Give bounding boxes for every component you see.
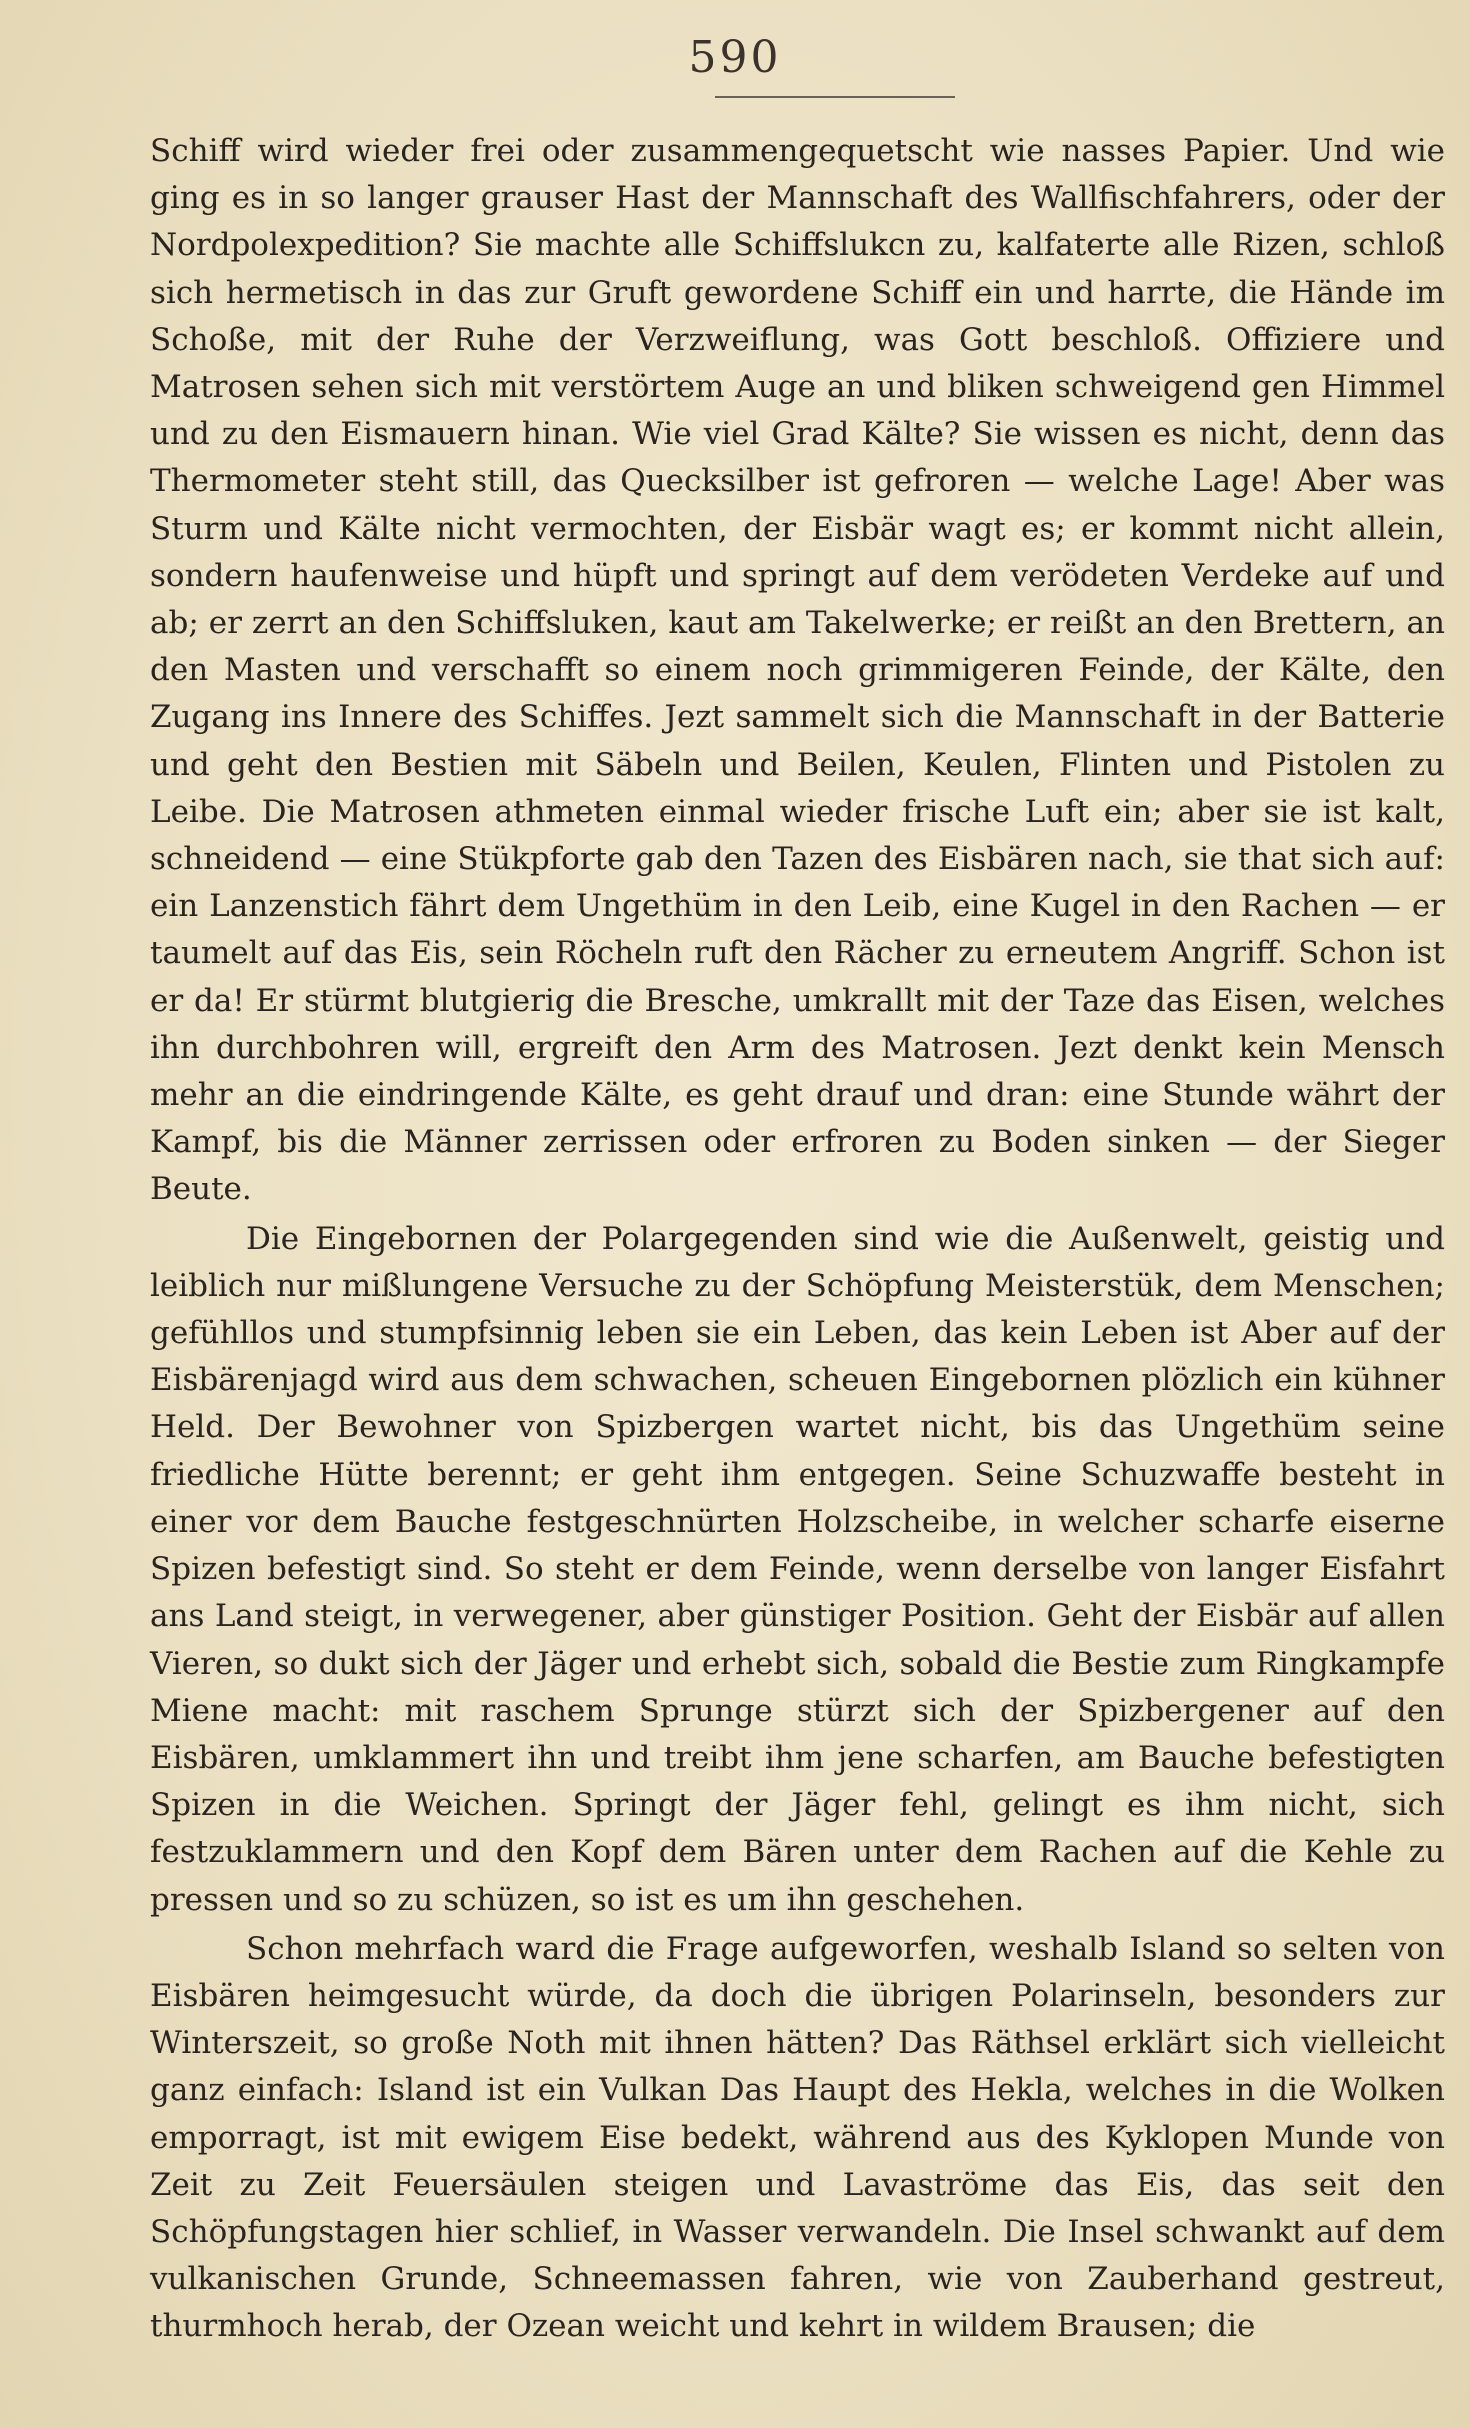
body-text xyxy=(150,128,1445,2351)
header-rule xyxy=(715,96,955,98)
page-number: 590 xyxy=(688,32,782,83)
paragraph-1: Schiff wird wieder frei oder zusammengequetscht wie nasses Papier. Und wie ging es in so langer grauser Hast der Mannschaft des Wallfischfahrers, oder der Nordpolexpedition? Sie machte alle Schiffslukcn zu, kalfaterte alle Rizen, schloß sich hermetisch in das zur Gruft gewordene Schiff ein und harrte, die Hände im Schoße, mit der Ruhe der Verzweiflung, was Gott beschloß. Offiziere und Matrosen sehen sich mit verstörtem Auge an und bliken schweigend gen Himmel und zu den Eismauern hinan. Wie viel Grad Kälte? Sie wissen es nicht, denn das Thermometer steht still, das Quecksilber ist gefroren — welche Lage! Aber was Sturm und Kälte nicht vermochten, der Eisbär wagt es; er kommt nicht allein, sondern haufenweise und hüpft und springt auf dem verödeten Verdeke auf und ab; er zerrt an den Schiffsluken, kaut am Takelwerke; er reißt an den Brettern, an den Masten und verschafft so einem noch grimmigeren Feinde, der Kälte, den Zugang ins Innere des Schiffes. Jezt sammelt sich die Mannschaft in der Batterie und geht den Bestien mit Säbeln und Beilen, Keulen, Flinten und Pistolen zu Leibe. Die Matrosen athmeten einmal wieder frische Luft ein; aber sie ist kalt, schneidend — eine Stükpforte gab den Tazen des Eisbären nach, sie that sich auf: ein Lanzenstich fährt dem Ungethüm in den Leib, eine Kugel in den Rachen — er taumelt auf das Eis, sein Röcheln ruft den Rächer zu erneutem Angriff. Schon ist er da! Er stürmt blutgierig die Bresche, umkrallt mit der Taze das Eisen, welches ihn durchbohren will, ergreift den Arm des Matrosen. Jezt denkt kein Mensch mehr an die eindringende Kälte, es geht drauf und dran: eine Stunde währt der Kampf, bis die Männer zerrissen oder erfroren zu Boden sinken — der Sieger Beute. xyxy=(150,133,1445,1208)
paragraph-3: Schon mehrfach ward die Frage aufgeworfen, weshalb Island so selten von Eisbären heimgesucht würde, da doch die übrigen Polarinseln, besonders zur Winterszeit, so große Noth mit ihnen hätten? Das Räthsel erklärt sich vielleicht ganz einfach: Island ist ein Vulkan Das Haupt des Hekla, welches in die Wolken emporragt, ist mit ewigem Eise bedekt, während aus des Kyklopen Munde von Zeit zu Zeit Feuersäulen steigen und Lavaströme das Eis, das seit den Schöpfungstagen hier schlief, in Wasser verwandeln. Die Insel schwankt auf dem vulkanischen Grunde, Schneemassen fahren, wie von Zauberhand gestreut, thurmhoch herab, der Ozean weicht und kehrt in wildem Brausen; die xyxy=(150,1930,1445,2345)
paragraph-2: Die Eingebornen der Polargegenden sind wie die Außenwelt, geistig und leiblich nur mißlungene Versuche zu der Schöpfung Meisterstük, dem Menschen; gefühllos und stumpfsinnig leben sie ein Leben, das kein Leben ist Aber auf der Eisbärenjagd wird aus dem schwachen, scheuen Eingebornen plözlich ein kühner Held. Der Bewohner von Spizbergen wartet nicht, bis das Ungethüm seine friedliche Hütte berennt; er geht ihm entgegen. Seine Schuzwaffe besteht in einer vor dem Bauche festgeschnürten Holzscheibe, in welcher scharfe eiserne Spizen befestigt sind. So steht er dem Feinde, wenn derselbe von langer Eisfahrt ans Land steigt, in verwegener, aber günstiger Position. Geht der Eisbär auf allen Vieren, so dukt sich der Jäger und erhebt sich, sobald die Bestie zum Ringkampfe Miene macht: mit raschem Sprunge stürzt sich der Spizbergener auf den Eisbären, umklammert ihn und treibt ihm jene scharfen, am Bauche befestigten Spizen in die Weichen. Springt der Jäger fehl, gelingt es ihm nicht, sich festzuklammern und den Kopf dem Bären unter dem Rachen auf die Kehle zu pressen und so zu schüzen, so ist es um ihn geschehen. xyxy=(150,1220,1445,1918)
